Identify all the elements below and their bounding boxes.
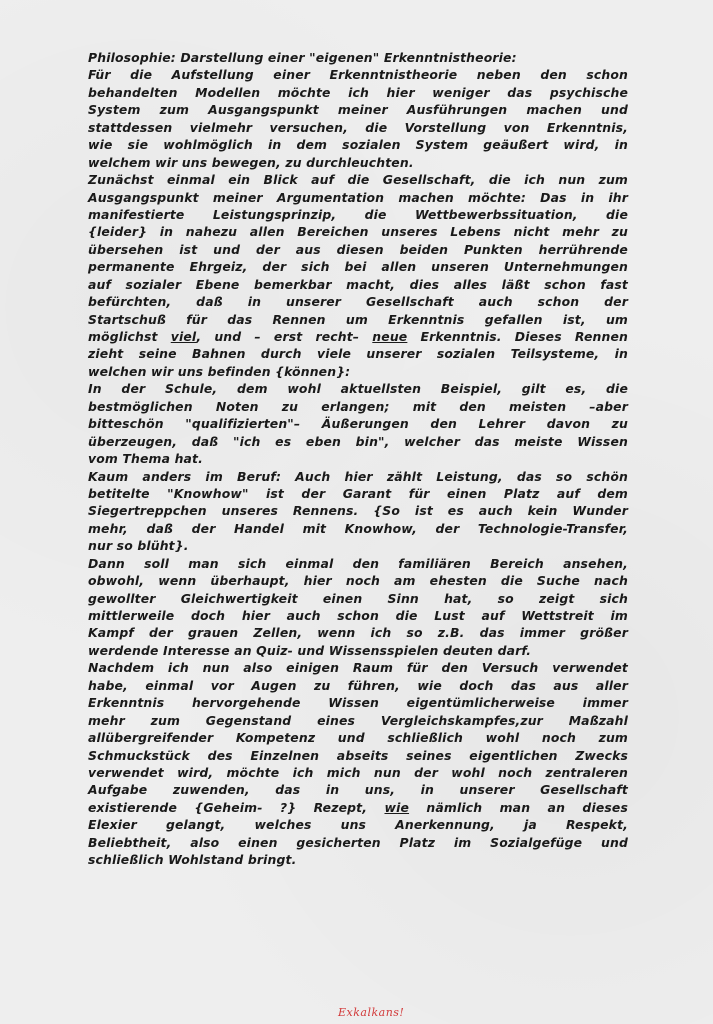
text-line: Siegertreppchen unseres Rennens. {So ist es auch kein Wunder <box>88 503 628 519</box>
document-heading-line: Philosophie: Darstellung einer "eigenen" Erkenntnistheorie: <box>88 50 517 65</box>
text-line: Kaum anders im Beruf: Auch hier zählt Leistung, das so schön <box>88 468 628 484</box>
text-line <box>88 328 628 345</box>
typed-text-body <box>88 49 628 869</box>
text-line: Startschuß für das Rennen um Erkenntnis gefallen ist, um <box>88 311 628 327</box>
text-line: Schmuckstück des Einzelnen abseits seines eigentlichen Zwecks <box>88 747 628 763</box>
text-segment: nämlich man an dieses <box>409 799 629 815</box>
text-line: Nachdem ich nun also einigen Raum für den Versuch verwendet <box>88 660 628 676</box>
text-line: Beliebtheit, also einen gesicherten Platz im Sozialgefüge und <box>88 834 628 850</box>
text-line: In der Schule, dem wohl aktuellsten Beispiel, gilt es, die <box>88 381 628 397</box>
text-segment: möglichst <box>88 329 171 344</box>
handwritten-red-note: Exkalkans! <box>338 1006 405 1019</box>
underlined-word: wie <box>384 799 410 815</box>
text-line: System zum Ausgangspunkt meiner Ausführungen machen und <box>88 102 628 118</box>
text-line: betitelte "Knowhow" ist der Garant für einen Platz auf dem <box>88 485 628 501</box>
text-line: Kampf der grauen Zellen, wenn ich so z.B. das immer größer <box>88 625 628 641</box>
text-line: Aufgabe zuwenden, das in uns, in unserer Gesellschaft <box>88 782 628 798</box>
text-line: Zunächst einmal ein Blick auf die Gesellschaft, die ich nun zum <box>88 172 628 188</box>
text-line: behandelten Modellen möchte ich hier weniger das psychische <box>88 84 628 100</box>
text-line: wie sie wohlmöglich in dem sozialen System geäußert wird, in <box>88 137 628 153</box>
text-line: welchem wir uns bewegen, zu durchleuchten. <box>88 154 414 170</box>
text-line: stattdessen vielmehr versuchen, die Vorstellung von Erkenntnis, <box>88 119 628 135</box>
text-line: mehr zum Gegenstand eines Vergleichskampfes,zur Maßzahl <box>88 712 628 728</box>
text-line: obwohl, wenn überhaupt, hier noch am ehesten die Suche nach <box>88 573 628 589</box>
text-line: bestmöglichen Noten zu erlangen; mit den meisten –aber <box>88 398 628 414</box>
text-line: welchen wir uns befinden {können}: <box>88 363 351 379</box>
text-line: bitteschön "qualifizierten"– Äußerungen den Lehrer davon zu <box>88 416 628 432</box>
text-line: befürchten, daß in unserer Gesellschaft auch schon der <box>88 294 628 310</box>
text-line: manifestierte Leistungsprinzip, die Wettbewerbssituation, die <box>88 206 628 222</box>
text-line: vom Thema hat. <box>88 451 203 467</box>
text-line: Ausgangspunkt meiner Argumentation machen möchte: Das in ihr <box>88 189 628 205</box>
text-line <box>88 799 628 816</box>
text-segment: , und – erst recht– <box>196 329 373 344</box>
text-line: mehr, daß der Handel mit Knowhow, der Technologie-Transfer, <box>88 520 628 536</box>
text-line: verwendet wird, möchte ich mich nun der wohl noch zentraleren <box>88 764 628 780</box>
text-line: gewollter Gleichwertigkeit einen Sinn hat, so zeigt sich <box>88 590 628 606</box>
text-line: mittlerweile doch hier auch schon die Lust auf Wettstreit im <box>88 608 628 623</box>
text-line: Dann soll man sich einmal den familiären Bereich ansehen, <box>88 555 628 571</box>
underlined-word: neue <box>372 329 408 344</box>
text-line: permanente Ehrgeiz, der sich bei allen unseren Unternehmungen <box>88 259 628 275</box>
text-line: zieht seine Bahnen durch viele unserer sozialen Teilsysteme, in <box>88 346 628 362</box>
text-line: Für die Aufstellung einer Erkenntnistheorie neben den schon <box>88 67 628 83</box>
text-line: schließlich Wohlstand bringt. <box>88 852 297 868</box>
text-line: auf sozialer Ebene bemerkbar macht, dies alles läßt schon fast <box>88 276 628 292</box>
text-line: übersehen ist und der aus diesen beiden Punkten herrührende <box>88 241 628 257</box>
text-line: {leider} in nahezu allen Bereichen unseres Lebens nicht mehr zu <box>88 224 628 240</box>
text-line: werdende Interesse an Quiz- und Wissensspielen deuten darf. <box>88 642 532 658</box>
underlined-word: viel <box>170 329 197 344</box>
text-line: Elexier gelangt, welches uns Anerkennung, ja Respekt, <box>88 817 628 833</box>
text-segment: Erkenntnis. Dieses Rennen <box>407 329 628 344</box>
text-line: überzeugen, daß "ich es eben bin", welcher das meiste Wissen <box>88 433 628 449</box>
text-line: nur so blüht}. <box>88 538 189 554</box>
text-segment: existierende {Geheim- ?} Rezept, <box>88 799 385 815</box>
text-line: allübergreifender Kompetenz und schließlich wohl noch zum <box>88 730 628 746</box>
text-line: Erkenntnis hervorgehende Wissen eigentümlicherweise immer <box>88 695 628 711</box>
text-line: habe, einmal vor Augen zu führen, wie doch das aus aller <box>88 677 628 693</box>
